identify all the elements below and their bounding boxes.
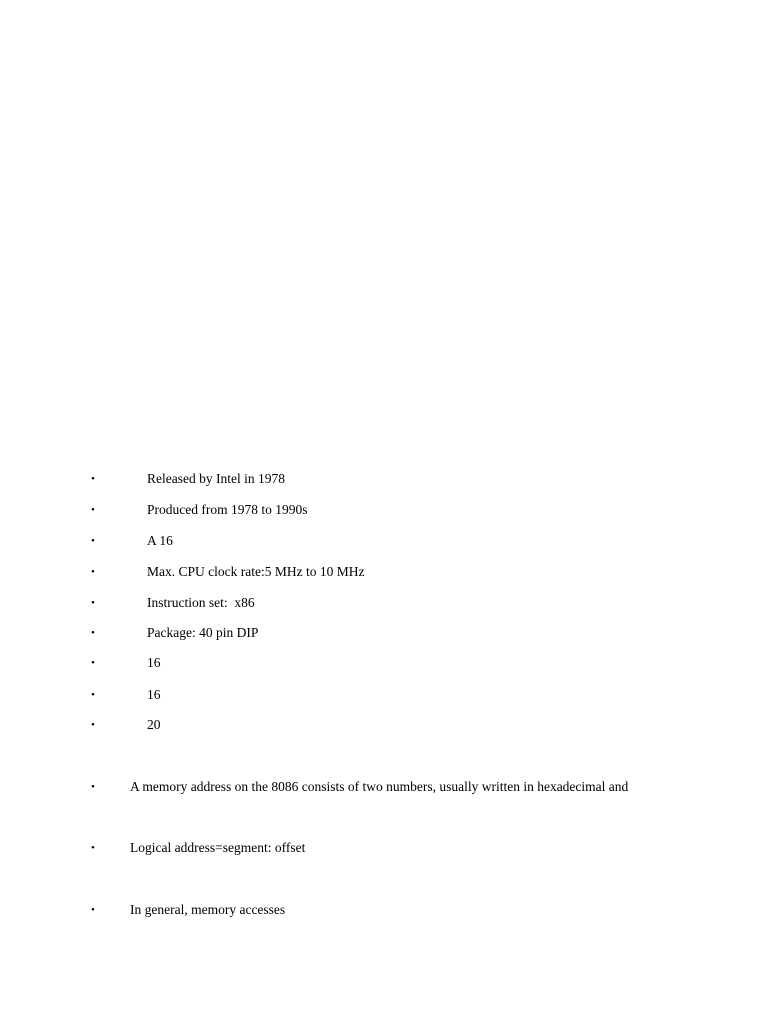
list-item-text: Max. CPU clock rate:5 MHz to 10 MHz xyxy=(147,564,365,579)
list-item xyxy=(0,838,768,858)
list-item-text: Instruction set: x86 xyxy=(147,595,255,610)
list-item xyxy=(0,715,768,735)
list-item-text: Released by Intel in 1978 xyxy=(147,471,285,486)
bullet-icon: • xyxy=(91,597,95,609)
list-item-text: A memory address on the 8086 consists of two numbers, usually written in hexadecimal and xyxy=(130,779,629,794)
list-item-text: 20 xyxy=(147,717,161,732)
bullet-icon: • xyxy=(91,566,95,578)
list-item xyxy=(0,685,768,705)
bullet-icon: • xyxy=(91,719,95,731)
bullet-icon: • xyxy=(91,627,95,639)
list-item xyxy=(0,500,768,520)
list-item xyxy=(0,777,768,797)
bullet-icon: • xyxy=(91,781,95,793)
list-item-text: 16 xyxy=(147,687,161,702)
list-item xyxy=(0,900,768,920)
bullet-icon: • xyxy=(91,535,95,547)
list-item-text: Produced from 1978 to 1990s xyxy=(147,502,308,517)
list-item xyxy=(0,469,768,489)
bullet-icon: • xyxy=(91,657,95,669)
bullet-icon: • xyxy=(91,473,95,485)
bullet-icon: • xyxy=(91,842,95,854)
list-item-text: A 16 xyxy=(147,533,173,548)
list-item-text: In general, memory accesses xyxy=(130,902,286,917)
list-item xyxy=(0,562,768,582)
list-item xyxy=(0,653,768,673)
list-item-text: Package: 40 pin DIP xyxy=(147,625,259,640)
list-item xyxy=(0,623,768,643)
bullet-icon: • xyxy=(91,504,95,516)
list-item xyxy=(0,531,768,551)
list-item xyxy=(0,593,768,613)
list-item-text: Logical address=segment: offset xyxy=(130,840,306,855)
bullet-icon: • xyxy=(91,904,95,916)
list-item-text: 16 xyxy=(147,655,161,670)
bullet-icon: • xyxy=(91,689,95,701)
